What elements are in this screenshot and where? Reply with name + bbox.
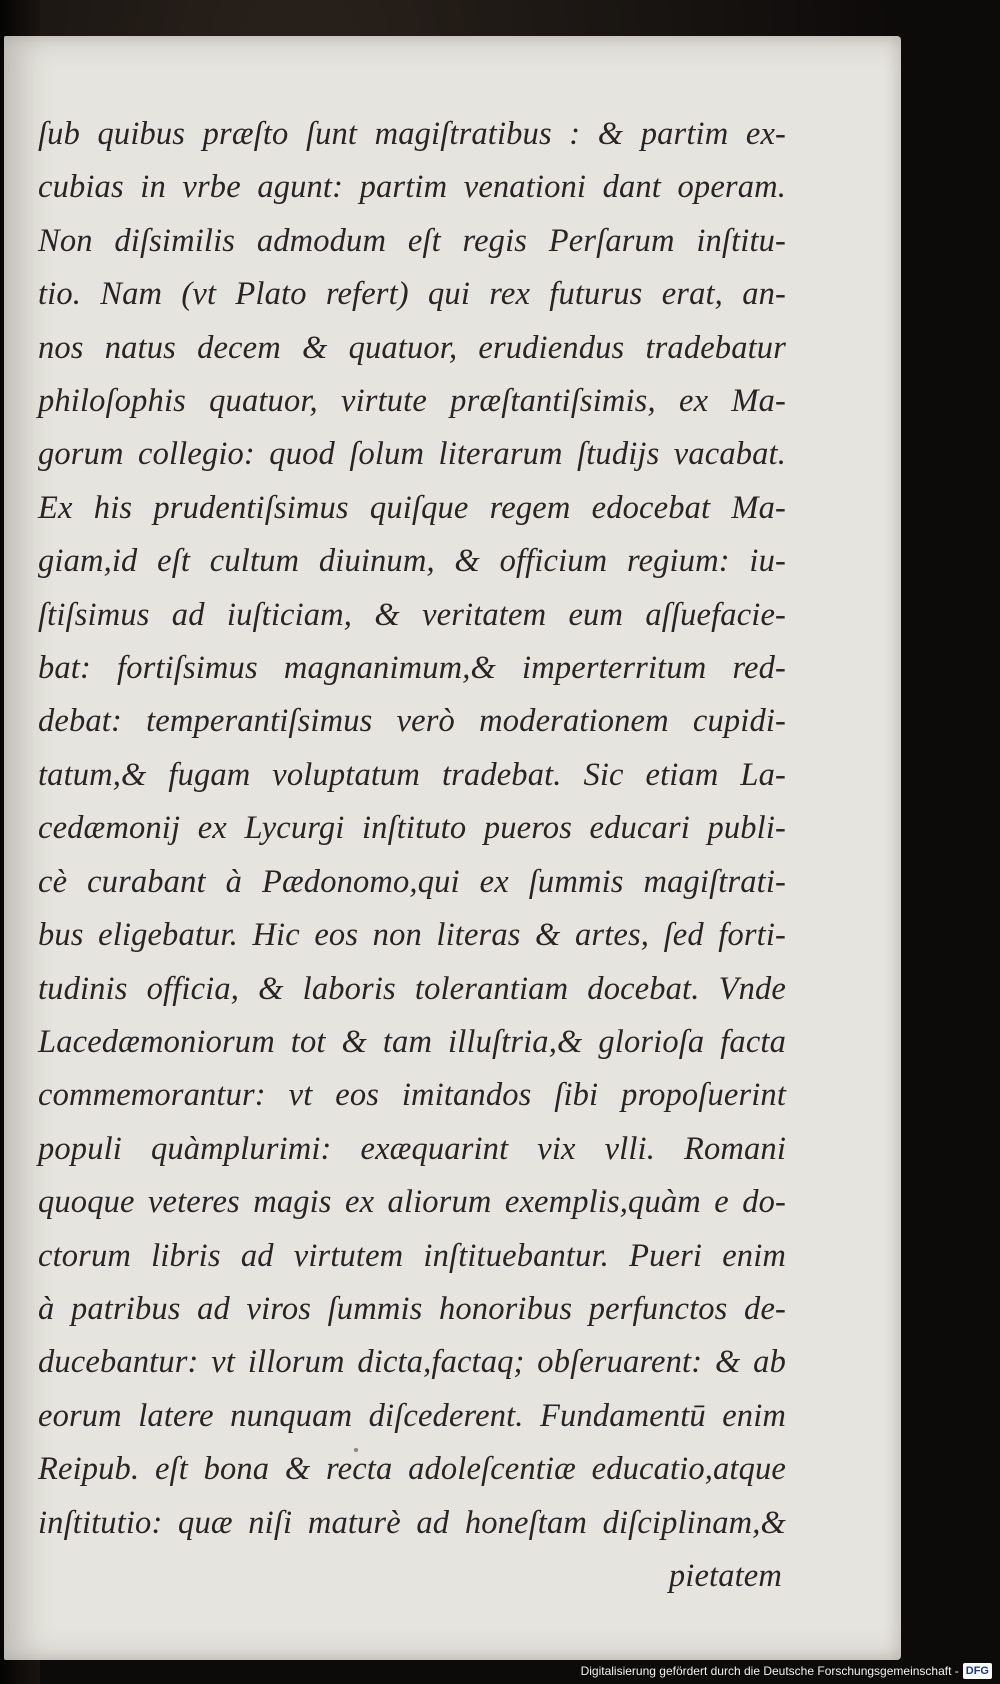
text-line: cè curabant à Pædonomo,qui ex ſummis magiſtrati-: [38, 863, 786, 900]
text-line: nos natus decem & quatuor, erudiendus tradebatur: [38, 329, 786, 366]
text-line: bus eligebatur. Hic eos non literas & artes, ſed forti-: [38, 917, 786, 954]
text-line: ducebantur: vt illorum dicta,factaq; obſeruarent: & ab: [38, 1344, 786, 1381]
text-line: populi quàmplurimi: exæquarint vix vlli. Romani: [38, 1130, 786, 1167]
digitization-footer: [581, 1660, 992, 1682]
text-line: Non diſsimilis admodum eſt regis Perſarum inſtitu-: [38, 222, 786, 259]
text-line: philoſophis quatuor, virtute præſtantiſsimis, ex Ma-: [38, 383, 786, 420]
text-line: Reipub. eſt bona & recta adoleſcentiæ educatio,atque: [38, 1451, 786, 1488]
text-line: Lacedæmoniorum tot & tam illuſtria,& glorioſa facta: [38, 1023, 786, 1060]
text-line: eorum latere nunquam diſcederent. Fundamentū enim: [38, 1397, 786, 1434]
text-line: inſtitutio: quæ niſi maturè ad honeſtam diſciplinam,&: [38, 1504, 786, 1541]
text-line: cedæmonij ex Lycurgi inſtituto pueros educari publi-: [38, 810, 786, 847]
text-line: gorum collegio: quod ſolum literarum ſtudijs vacabat.: [38, 436, 786, 473]
dfg-logo-icon: DFG: [963, 1663, 992, 1679]
text-line: commemorantur: vt eos imitandos ſibi propoſuerint: [38, 1077, 786, 1114]
text-line: giam,id eſt cultum diuinum, & officium regium: iu-: [38, 543, 786, 580]
text-line: tio. Nam (vt Plato refert) qui rex futurus erat, an-: [38, 276, 786, 313]
text-line: cubias in vrbe agunt: partim venationi dant operam.: [38, 169, 786, 206]
text-line: ſub quibus præſto ſunt magiſtratibus : & partim ex-: [38, 116, 786, 152]
text-line: debat: temperantiſsimus verò moderationem cupidi-: [38, 703, 786, 740]
page-text: [38, 108, 786, 1603]
text-line: à patribus ad viros ſummis honoribus perfunctos de-: [38, 1290, 786, 1327]
text-line: ſtiſsimus ad iuſticiam, & veritatem eum aſſuefacie-: [38, 596, 786, 633]
book-page: [4, 36, 901, 1660]
text-line: bat: fortiſsimus magnanimum,& imperterritum red-: [38, 650, 786, 687]
text-line: ctorum libris ad virtutem inſtituebantur. Pueri enim: [38, 1237, 786, 1274]
text-line: tudinis officia, & laboris tolerantiam docebat. Vnde: [38, 970, 786, 1007]
text-line: quoque veteres magis ex aliorum exemplis,quàm e do-: [38, 1184, 786, 1221]
catchword: pietatem: [668, 1557, 782, 1594]
text-line: Ex his prudentiſsimus quiſque regem edocebat Ma-: [38, 489, 786, 526]
footer-credit: Digitalisierung gefördert durch die Deutsche Forschungsgemeinschaft -: [580, 1664, 959, 1678]
text-line: tatum,& fugam voluptatum tradebat. Sic etiam La-: [38, 756, 786, 793]
